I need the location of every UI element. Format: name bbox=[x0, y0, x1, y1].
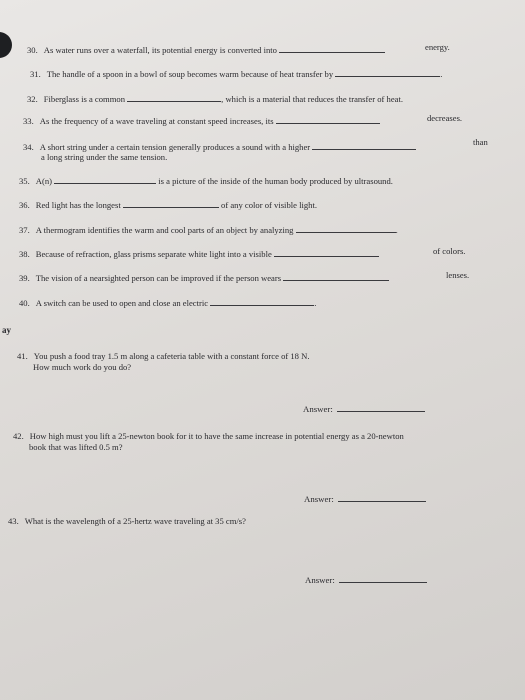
question-30 bbox=[27, 44, 385, 55]
answer-43 bbox=[305, 574, 427, 585]
answer-blank[interactable] bbox=[338, 493, 426, 502]
question-text: The vision of a nearsighted person can be improved if the person wears bbox=[35, 273, 282, 283]
answer-label: Answer: bbox=[305, 575, 335, 585]
answer-41 bbox=[303, 403, 425, 414]
question-number: 37. bbox=[19, 225, 30, 235]
question-tail: , which is a material that reduces the transfer of heat. bbox=[221, 94, 403, 104]
question-text: As water runs over a waterfall, its potential energy is converted into bbox=[43, 45, 277, 55]
answer-blank[interactable] bbox=[274, 248, 379, 257]
problem-number: 42. bbox=[13, 431, 24, 441]
problem-number: 41. bbox=[17, 351, 28, 361]
question-32 bbox=[27, 93, 403, 104]
question-38-tail: of colors. bbox=[433, 246, 466, 256]
question-number: 36. bbox=[19, 200, 30, 210]
question-31 bbox=[30, 68, 442, 79]
answer-blank[interactable] bbox=[296, 224, 396, 233]
question-number: 31. bbox=[30, 69, 41, 79]
question-34-line2: a long string under the same tension. bbox=[41, 152, 168, 162]
question-number: 38. bbox=[19, 249, 30, 259]
binder-hole bbox=[0, 32, 12, 58]
problem-41 bbox=[17, 351, 309, 361]
problem-42 bbox=[13, 431, 404, 441]
question-number: 34. bbox=[23, 142, 34, 152]
question-34-tail: than bbox=[473, 137, 488, 147]
answer-blank[interactable] bbox=[335, 68, 443, 79]
question-number: 35. bbox=[19, 176, 30, 186]
answer-label: Answer: bbox=[303, 404, 333, 414]
answer-blank[interactable] bbox=[339, 574, 427, 583]
answer-42 bbox=[304, 493, 426, 504]
problem-text: You push a food tray 1.5 m along a cafeteria table with a constant force of 18 N. bbox=[33, 351, 310, 361]
question-text: A thermogram identifies the warm and cool parts of an object by analyzing bbox=[35, 225, 294, 235]
margin-label: ay bbox=[2, 325, 11, 335]
question-39-tail: lenses. bbox=[446, 270, 470, 280]
question-text: Fiberglass is a common bbox=[43, 94, 125, 104]
answer-blank[interactable] bbox=[210, 297, 317, 308]
question-39 bbox=[19, 272, 389, 283]
question-tail: . bbox=[440, 69, 443, 79]
question-tail: of any color of visible light. bbox=[221, 200, 317, 210]
question-number: 30. bbox=[27, 45, 38, 55]
question-tail: is a picture of the inside of the human body produced by ultrasound. bbox=[158, 176, 393, 186]
question-text: A switch can be used to open and close an electric bbox=[35, 298, 209, 308]
question-text: Red light has the longest bbox=[35, 200, 121, 210]
problem-43 bbox=[8, 516, 246, 526]
answer-blank[interactable] bbox=[276, 115, 380, 124]
question-tail: . bbox=[395, 225, 398, 235]
question-number: 33. bbox=[23, 116, 34, 126]
question-text: As the frequency of a wave traveling at constant speed increases, its bbox=[39, 116, 274, 126]
answer-label: Answer: bbox=[304, 494, 334, 504]
question-36 bbox=[19, 199, 317, 210]
question-30-tail: energy. bbox=[425, 42, 450, 52]
question-40 bbox=[19, 297, 316, 308]
question-37 bbox=[19, 224, 398, 235]
answer-blank[interactable] bbox=[54, 175, 156, 184]
question-text: A(n) bbox=[35, 176, 52, 186]
problem-41-line2: How much work do you do? bbox=[33, 362, 132, 372]
question-tail: . bbox=[314, 298, 317, 308]
question-number: 40. bbox=[19, 298, 30, 308]
question-33-tail: decreases. bbox=[427, 113, 463, 123]
answer-blank[interactable] bbox=[312, 141, 416, 150]
answer-blank[interactable] bbox=[279, 44, 385, 53]
question-text: The handle of a spoon in a bowl of soup becomes warm because of heat transfer by bbox=[46, 69, 334, 79]
problem-text: What is the wavelength of a 25-hertz wave traveling at 35 cm/s? bbox=[24, 516, 246, 526]
question-33 bbox=[23, 115, 380, 126]
answer-blank[interactable] bbox=[337, 403, 425, 412]
problem-number: 43. bbox=[8, 516, 19, 526]
question-number: 39. bbox=[19, 273, 30, 283]
question-34 bbox=[23, 141, 416, 152]
question-text: Because of refraction, glass prisms separate white light into a visible bbox=[35, 249, 272, 259]
question-38 bbox=[19, 248, 379, 259]
answer-blank[interactable] bbox=[123, 199, 219, 208]
answer-blank[interactable] bbox=[127, 93, 221, 102]
problem-text: How high must you lift a 25-newton book for it to have the same increase in potential energy as a 20-newton bbox=[29, 431, 404, 441]
question-text: A short string under a certain tension generally produces a sound with a higher bbox=[39, 142, 311, 152]
question-number: 32. bbox=[27, 94, 38, 104]
question-35 bbox=[19, 175, 393, 186]
answer-blank[interactable] bbox=[283, 272, 389, 281]
problem-42-line2: book that was lifted 0.5 m? bbox=[29, 442, 123, 452]
